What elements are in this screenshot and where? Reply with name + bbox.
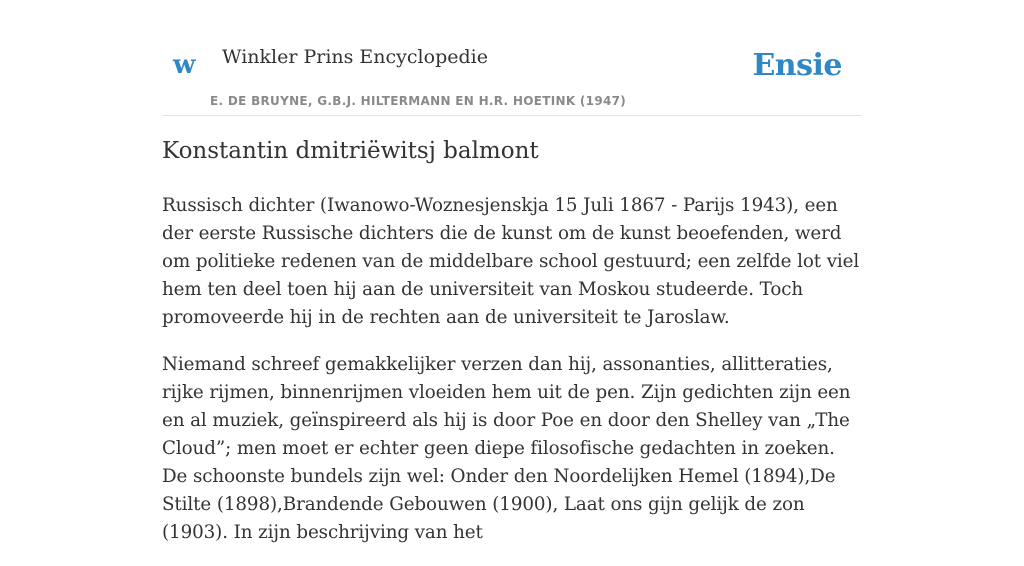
ensie-brand-link[interactable]: Ensie: [752, 48, 842, 83]
article-paragraph: Niemand schreef gemakkelijker verzen dan hij, assonanties, allitteraties, rijke rijmen, binnenrijmen vloeiden hem uit de pen. Zijn gedichten zijn een en al muziek, geïnspireerd als hij is door Poe en door den Shelley van „The Cloud”; men moet er echter geen diepe filosofische gedachten in zoeken. De schoonste bundels zijn wel: Onder den Noordelijken Hemel (1894),De Stilte (1898),Brandende Gebouwen (1900), Laat ons gijn gelijk de zon (1903). In zijn beschrijving van het: [162, 354, 851, 543]
article-body: [162, 192, 862, 566]
publication-title[interactable]: Winkler Prins Encyclopedie: [222, 46, 488, 68]
article-paragraph: Russisch dichter (Iwanowo-Woznesjenskja 15 Juli 1867 - Parijs 1943), een der eerste Russische dichters die de kunst om de kunst beoefenden, werd om politieke redenen van de middelbare school gestuurd; een zelfde lot viel hem ten deel toen hij aan de universiteit van Moskou studeerde. Toch promoveerde hij in de rechten aan de universiteit te Jaroslaw.: [162, 195, 860, 328]
site-header: [162, 0, 862, 116]
article-title: Konstantin dmitriëwitsj balmont: [162, 138, 539, 164]
page: [162, 0, 862, 543]
publication-logo-icon[interactable]: w: [173, 50, 196, 80]
publication-authors: E. DE BRUYNE, G.B.J. HILTERMANN EN H.R. HOETINK (1947): [210, 94, 627, 108]
